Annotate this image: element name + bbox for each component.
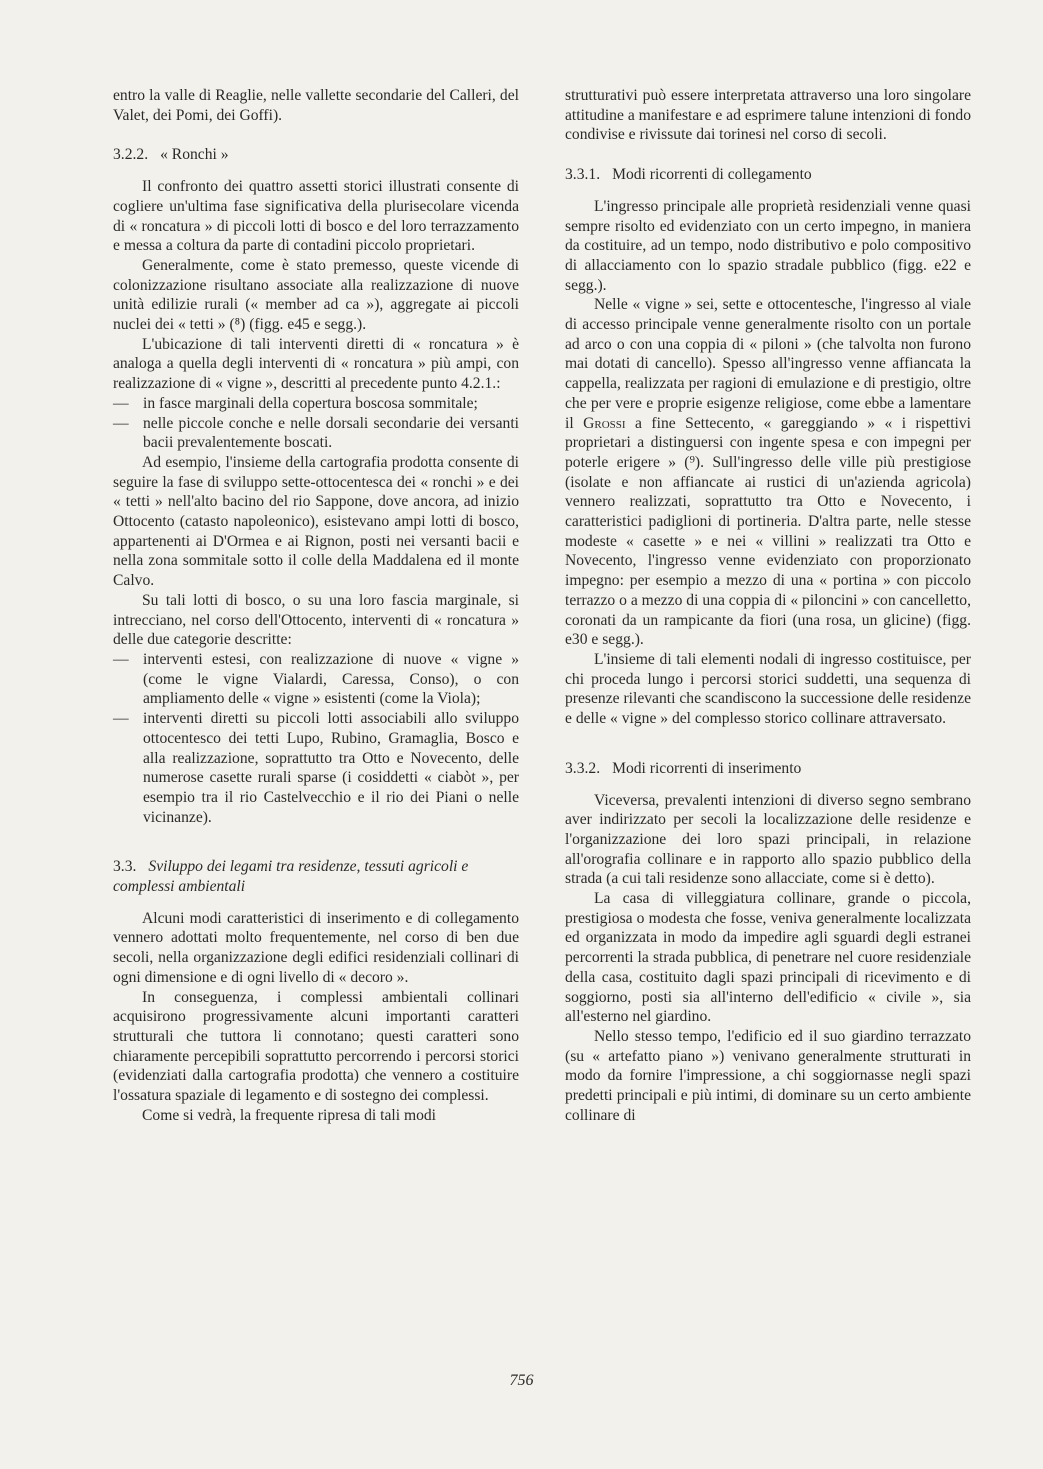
section-heading-3-3-2 <box>565 759 971 779</box>
right-column <box>565 86 971 1125</box>
list-item: — in fasce marginali della copertura boscosa sommitale; <box>113 394 478 412</box>
list-item: — nelle piccole conche e nelle dorsali secondarie dei versanti bacii prevalentemente boscati. <box>113 414 519 452</box>
paragraph: Nello stesso tempo, l'edificio ed il suo giardino terrazzato (su « artefatto piano ») venivano generalmente strutturati in modo da fornire l'impressione, a chi soggiornasse negli spazi predetti principali e più intimi, di dominare su un certo ambiente collinare di <box>565 1027 971 1124</box>
left-column <box>113 86 519 1125</box>
author-name: Grossi <box>583 414 626 432</box>
paragraph: Su tali lotti di bosco, o su una loro fascia marginale, si intrecciano, nel corso dell'Ottocento, interventi di « roncatura » delle due categorie descritte: <box>113 591 519 649</box>
section-number: 3.3. <box>113 858 137 876</box>
section-number: 3.2.2. <box>113 146 149 164</box>
paragraph: strutturativi può essere interpretata attraverso una loro singolare attitudine a manifestare e ad esprimere talune intenzioni di fondo condivise e rivissute dai torinesi nel corso di secoli. <box>565 87 971 144</box>
list-item: — interventi estesi, con realizzazione di nuove « vigne » (come le vigne Vialardi, Caressa, Conso), o con ampliamento delle « vigne » esistenti (come la Viola); <box>113 650 519 708</box>
paragraph: Alcuni modi caratteristici di inserimento e di collegamento vennero adottati molto frequentemente, nel corso di ben due secoli, nella organizzazione degli edifici residenziali collinari di ogni dimensione e di ogni livello di « decoro ». <box>113 909 519 986</box>
section-title: Sviluppo dei legami tra residenze, tessuti agricoli e complessi ambientali <box>113 858 469 896</box>
paragraph: La casa di villeggiatura collinare, grande o piccola, prestigiosa o modesta che fosse, veniva generalmente localizzata ed organizzata in modo da impedire agli sguardi degli estranei percorrenti la strada pubblica, di penetrare nel cuore residenziale della casa, costituito dagli spazi principali di ricevimento e di soggiorno, posti sia all'interno dell'edificio « civile », sia all'esterno nel giardino. <box>565 890 971 1026</box>
section-heading-3-3-1 <box>565 165 971 185</box>
paragraph: L'insieme di tali elementi nodali di ingresso costituisce, per chi proceda lungo i percorsi storici suddetti, una sequenza di presenze rilevanti che scandiscono la successione delle residenze e delle « vigne » del complesso storico collinare attraversato. <box>565 650 971 728</box>
list-item: — interventi diretti su piccoli lotti associabili allo sviluppo ottocentesco dei tetti Lupo, Rubino, Gramaglia, Bosco e alla realizzazione, soprattutto tra Otto e Novecento, delle numerose casette rurali sparse (i cosiddetti « ciabòt », per esempio tra il rio Castelvecchio e il rio dei Piani o nelle vicinanze). <box>113 710 519 826</box>
paragraph: Generalmente, come è stato premesso, queste vicende di colonizzazione risultano associate alla realizzazione di nuove unità edilizie rurali (« member ad ca »), aggregate ai piccoli nuclei dei « tetti » (⁸) (figg. e45 e segg.). <box>113 256 519 334</box>
paragraph: In conseguenza, i complessi ambientali collinari acquisirono progressivamente alcuni importanti caratteri strutturali che tuttora li connotano; questi caratteri sono chiaramente percepibili soprattutto percorrendo i percorsi storici (evidenziati dalla cartografia prodotta) che vennero a costituire l'ossatura spaziale di legamento e di sostegno dei complessi. <box>113 988 519 1105</box>
paragraph: Nelle « vigne » sei, sette e ottocentesche, l'ingresso al viale di accesso principale venne generalmente risolto con un portale ad arco o con una coppia di « piloni » (che talvolta non furono mai dotati di cancello). Spesso all'ingresso venne affiancata la cappella, realizzata per ragioni di emulazione e di prestigio, oltre che per vere e proprie esigenze religiose, come ebbe a lamentare il Grossi a fine Settecento, « gareggiando » « i rispettivi proprietari a distinguersi con ingente spesa e con impegni per poterle erigere » (⁹). Sull'ingresso delle ville più prestigiose (isolate e non affiancate ai rustici di un'azienda agricola) vennero realizzati, soprattutto tra Otto e Novecento, i caratteristici padiglioni di portineria. D'altra parte, nelle stesse modeste « casette » e nei « villini » realizzati tra Otto e Novecento, l'ingresso venne evidenziato con proporzionato impegno: per esempio a mezzo di una « portina » con piccolo terrazzo o a mezzo di una coppia di « piloncini » con cancelletto, coronati da un rampicante da fiori (una rosa, un glicine) (figg. e30 e segg.). <box>565 296 971 649</box>
paragraph: Il confronto dei quattro assetti storici illustrati consente di cogliere un'ultima fase significativa della plurisecolare vicenda di « roncatura » di piccoli lotti di bosco e del loro terrazzamento e messa a coltura da parte di contadini piccolo proprietari. <box>113 178 519 255</box>
paragraph: L'ubicazione di tali interventi diretti di « roncatura » è analoga a quella degli interventi di « roncatura » più ampi, con realizzazione di « vigne », descritti al precedente punto 4.2.1.: <box>113 335 519 393</box>
paragraph: L'ingresso principale alle proprietà residenziali venne quasi sempre risolto ed evidenziato con un certo impegno, in maniera da costituire, ad un tempo, nodo distributivo e polo compositivo di allacciamento con lo spazio stradale pubblico (figg. e22 e segg.). <box>565 197 971 294</box>
section-title: « Ronchi » <box>160 146 229 164</box>
section-number: 3.3.2. <box>565 759 601 777</box>
paragraph: Viceversa, prevalenti intenzioni di diverso segno sembrano aver indirizzato per secoli la localizzazione delle residenze e l'organizzazione dei loro spazi principali, in relazione all'orografia collinare e in rapporto allo spazio pubblico della strada (a cui tali residenze sono allacciate, come si è detto). <box>565 791 971 888</box>
section-title: Modi ricorrenti di collegamento <box>612 166 812 184</box>
section-heading-3-2-2 <box>113 145 519 165</box>
paragraph: Ad esempio, l'insieme della cartografia prodotta consente di seguire la fase di sviluppo sette-ottocentesca dei « ronchi » e dei « tetti » nell'alto bacino del rio Sappone, dove ancora, ad inizio Ottocento (catasto napoleonico), esistevano ampi lotti di bosco, appartenenti ai D'Ormea e ai Rignon, posti nei versanti bacii e nella zona sommitale sotto il colle della Maddalena ed il monte Calvo. <box>113 453 519 590</box>
section-heading-3-3 <box>113 857 519 896</box>
paragraph: Come si vedrà, la frequente ripresa di tali modi <box>142 1106 437 1124</box>
paragraph: entro la valle di Reaglie, nelle vallette secondarie del Calleri, del Valet, dei Pomi, dei Goffi). <box>113 87 519 124</box>
section-number: 3.3.1. <box>565 166 601 184</box>
page-number: 756 <box>509 1372 534 1389</box>
section-title: Modi ricorrenti di inserimento <box>612 759 802 777</box>
